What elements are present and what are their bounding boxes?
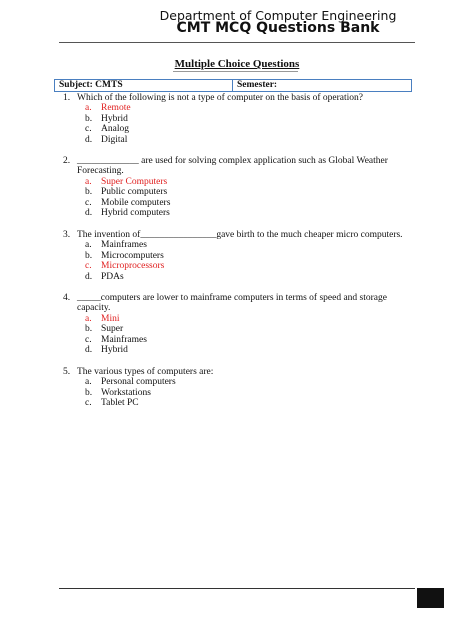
question-number: 3. — [63, 230, 71, 240]
option-letter: c. — [85, 261, 92, 272]
footer-divider — [59, 588, 415, 589]
option-letter: a. — [85, 176, 92, 187]
option-correct — [85, 261, 403, 271]
option-text: Mini — [101, 313, 120, 324]
question-text: _____computers are lower to mainframe computers in terms of speed and storage capacity. — [77, 293, 387, 314]
question-number: 5. — [63, 367, 71, 377]
section-title: Multiple Choice Questions — [174, 58, 300, 70]
option-letter: c. — [85, 197, 92, 208]
option — [85, 388, 403, 398]
header-divider — [59, 42, 415, 43]
option-letter: b. — [85, 324, 93, 335]
option-text: Super — [101, 324, 124, 335]
option-list — [63, 177, 403, 219]
option-text: Mainframes — [101, 334, 147, 345]
option-letter: c. — [85, 398, 92, 409]
option — [85, 345, 403, 355]
question-number: 4. — [63, 293, 71, 303]
option — [85, 208, 403, 218]
option-text: Hybrid — [101, 345, 128, 356]
option-letter: a. — [85, 103, 92, 114]
option — [85, 335, 403, 345]
question-5 — [63, 367, 403, 409]
question-3 — [63, 230, 403, 282]
option-list — [63, 103, 403, 145]
option-list — [63, 314, 403, 356]
option-letter: a. — [85, 240, 92, 251]
option-letter: d. — [85, 271, 93, 282]
option — [85, 135, 403, 145]
option-text: Personal computers — [101, 377, 176, 388]
option-text: Analog — [101, 124, 129, 135]
option — [85, 272, 403, 282]
option — [85, 377, 403, 387]
option-text: Remote — [101, 103, 131, 114]
option-letter: a. — [85, 377, 92, 388]
option-letter: c. — [85, 124, 92, 135]
semester-cell: Semester: — [237, 80, 278, 90]
option-text: Tablet PC — [101, 398, 139, 409]
option — [85, 114, 403, 124]
option-letter: b. — [85, 250, 93, 261]
question-text: The various types of computers are: — [77, 367, 214, 377]
option — [85, 251, 403, 261]
option-letter: d. — [85, 208, 93, 219]
option-text: Mainframes — [101, 240, 147, 251]
option-text: Super Computers — [101, 176, 168, 187]
option — [85, 187, 403, 197]
document-title: CMT MCQ Questions Bank — [176, 20, 380, 36]
subject-cell: Subject: CMTS — [55, 80, 233, 91]
option-text: Digital — [101, 134, 128, 145]
option-letter: c. — [85, 334, 92, 345]
option-letter: b. — [85, 113, 93, 124]
option-text: Microcomputers — [101, 250, 164, 261]
question-1 — [63, 93, 403, 145]
option-correct — [85, 103, 403, 113]
option — [85, 324, 403, 334]
subject-info-table — [54, 79, 412, 92]
question-text: _____________ are used for solving complex application such as Global Weather Forecasting. — [77, 156, 388, 177]
option-text: Workstations — [101, 387, 151, 398]
question-text: Which of the following is not a type of computer on the basis of operation? — [77, 93, 363, 103]
page-number-box — [417, 588, 444, 608]
question-text: The invention of________________gave birth to the much cheaper micro computers. — [77, 230, 403, 240]
option-correct — [85, 177, 403, 187]
option-list — [63, 240, 403, 282]
option-letter: d. — [85, 345, 93, 356]
question-2 — [63, 156, 403, 218]
option — [85, 198, 403, 208]
option-letter: b. — [85, 387, 93, 398]
question-number: 2. — [63, 156, 71, 166]
option-text: Public computers — [101, 187, 168, 198]
option-text: Hybrid — [101, 113, 128, 124]
option — [85, 240, 403, 250]
department-name: Department of Computer Engineering — [159, 8, 397, 23]
question-number: 1. — [63, 93, 71, 103]
option-letter: b. — [85, 187, 93, 198]
option-letter: a. — [85, 313, 92, 324]
section-title-rule — [173, 71, 298, 72]
option-text: PDAs — [101, 271, 124, 282]
option-text: Microprocessors — [101, 261, 165, 272]
option-list — [63, 377, 403, 408]
option-letter: d. — [85, 134, 93, 145]
option — [85, 124, 403, 134]
question-4 — [63, 293, 403, 355]
option-correct — [85, 314, 403, 324]
option-text: Mobile computers — [101, 197, 171, 208]
option-text: Hybrid computers — [101, 208, 170, 219]
option — [85, 398, 403, 408]
